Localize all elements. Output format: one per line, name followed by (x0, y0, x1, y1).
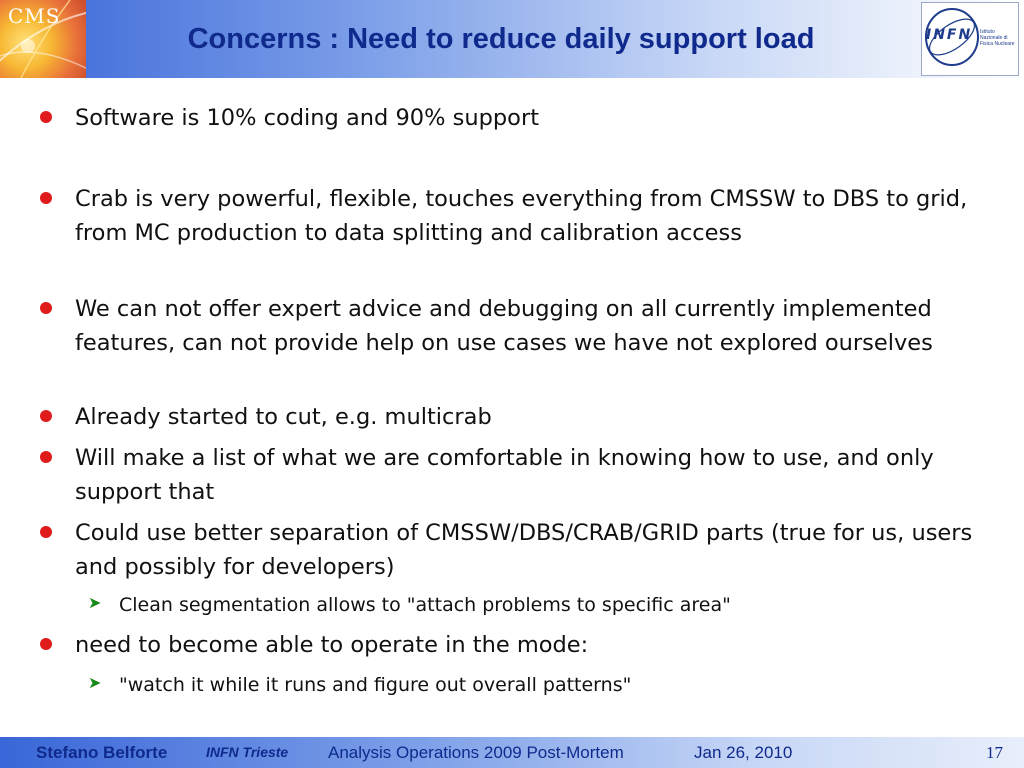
bullet-text: Will make a list of what we are comfortable in knowing how to use, and only support that (75, 445, 934, 505)
infn-logo (921, 2, 1019, 76)
infn-logo-text: INFN (926, 27, 973, 43)
bullet-text: Software is 10% coding and 90% support (75, 105, 540, 131)
footer-institution: INFN Trieste (206, 744, 289, 760)
bullet-dot-icon (40, 451, 52, 463)
bullet-dot-icon (40, 638, 52, 650)
bullet-text: need to become able to operate in the mode: (75, 632, 589, 658)
bullet-text: We can not offer expert advice and debugging on all currently implemented features, can not provide help on use cases we have not explored ourselves (75, 296, 933, 356)
cms-logo (0, 0, 86, 78)
bullet-dot-icon (40, 526, 52, 538)
infn-logo-subtext: Istituto Nazionale di Fisica Nucleare (980, 29, 1015, 47)
footer-author: Stefano Belforte (36, 743, 168, 762)
bullet-dot-icon (40, 302, 52, 314)
slide-title: Concerns : Need to reduce daily support load (187, 22, 815, 55)
page-number: 17 (986, 743, 1003, 762)
bullet-dot-icon (40, 410, 52, 422)
sub-bullet-text: Clean segmentation allows to "attach problems to specific area" (119, 594, 731, 616)
bullet-dot-icon (40, 192, 52, 204)
bullet-text: Could use better separation of CMSSW/DBS/CRAB/GRID parts (true for us, users and possibly for developers) (75, 520, 973, 580)
bullet-dot-icon (40, 111, 52, 123)
title-bar (0, 0, 1024, 78)
footer-date: Jan 26, 2010 (694, 743, 793, 762)
arrow-right-icon: ➤ (88, 673, 102, 692)
bullet-text: Already started to cut, e.g. multicrab (75, 404, 492, 430)
cms-logo-text: CMS (8, 4, 61, 28)
sub-bullet-text: "watch it while it runs and figure out overall patterns" (119, 674, 632, 696)
footer (0, 737, 1024, 768)
bullet-text: Crab is very powerful, flexible, touches everything from CMSSW to DBS to grid, from MC production to data splitting and calibration access (75, 186, 968, 246)
arrow-right-icon: ➤ (88, 593, 102, 612)
footer-event: Analysis Operations 2009 Post-Mortem (328, 743, 624, 762)
